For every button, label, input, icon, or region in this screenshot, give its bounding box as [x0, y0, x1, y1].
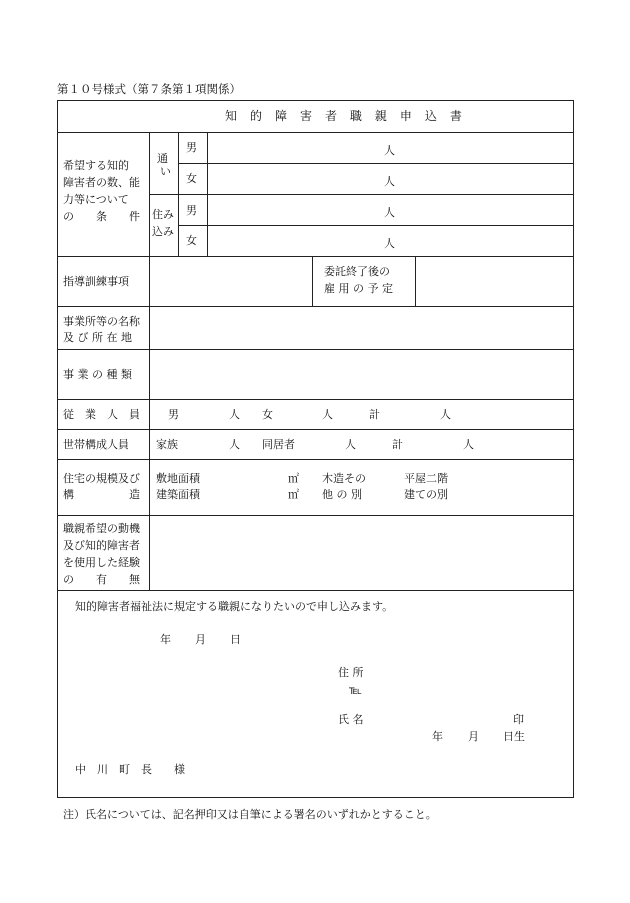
row-divider [57, 515, 574, 516]
live-in-label: 住み [152, 208, 174, 221]
unit-label: 人 [229, 438, 240, 451]
employees-total: 計 [369, 408, 380, 421]
cell-divider [178, 163, 574, 164]
row-divider [57, 306, 574, 307]
date-day: 日 [230, 633, 241, 646]
birth-year: 年 [432, 730, 443, 743]
office-label: 及 び 所 在 地 [63, 331, 132, 344]
commuting-label: い [160, 165, 171, 178]
cell-divider [149, 194, 574, 195]
title-char: 害 [299, 109, 312, 123]
count-unit: 人 [384, 237, 395, 250]
date-month: 月 [195, 633, 206, 646]
cell-divider [312, 256, 313, 306]
cell-divider [207, 132, 208, 256]
wooden-label: 他 の 別 [322, 488, 362, 501]
unit-label: 人 [463, 438, 474, 451]
title-char: 知 [225, 109, 238, 123]
site-area-label: 敷地面積 [156, 472, 200, 485]
live-in-label: 込み [152, 225, 174, 238]
row-divider [57, 132, 574, 133]
cell-divider [178, 225, 574, 226]
employees-label: 従 業 人 員 [63, 408, 140, 421]
motive-label: 及び知的障害者 [63, 539, 140, 552]
employees-male: 男 [168, 408, 179, 421]
conditions-label-line: の 条 件 [63, 210, 140, 223]
storey-label: 建ての別 [404, 488, 448, 501]
title-char: 親 [374, 109, 387, 123]
row-divider [57, 349, 574, 350]
household-cohabitant: 同居者 [262, 438, 295, 451]
count-unit: 人 [384, 175, 395, 188]
title-char: 込 [424, 109, 437, 123]
motive-label: を使用した経験 [63, 556, 140, 569]
commuting-label: 通 [157, 152, 168, 165]
post-commission-label: 雇 用 の 予 定 [324, 282, 393, 295]
title-char: 障 [274, 109, 287, 123]
unit-label: 人 [440, 408, 451, 421]
housing-label: 住宅の規模及び [63, 472, 140, 485]
application-statement: 知的障害者福祉法に規定する職親になりたいので申し込みます。 [75, 600, 394, 613]
motive-label: の 有 無 [63, 573, 140, 586]
female-label: 女 [186, 172, 197, 185]
guidance-label: 指導訓練事項 [63, 275, 129, 288]
employees-female: 女 [262, 408, 273, 421]
cell-divider [178, 132, 179, 256]
sqm-unit: ㎡ [288, 472, 299, 485]
label-column-divider [149, 132, 150, 590]
conditions-label-line: 希望する知的 [63, 159, 129, 172]
seal-label: 印 [513, 713, 524, 726]
row-divider [57, 590, 574, 591]
office-label: 事業所等の名称 [63, 315, 140, 328]
conditions-label-line: 力等について [63, 193, 129, 206]
title-char: 申 [399, 109, 412, 123]
title-char: 者 [324, 109, 337, 123]
wooden-label: 木造その [322, 472, 366, 485]
unit-label: 人 [322, 408, 333, 421]
conditions-label-line: 障害者の数、能 [63, 176, 140, 189]
female-label: 女 [186, 234, 197, 247]
row-divider [57, 256, 574, 257]
household-label: 世帯構成人員 [63, 438, 129, 451]
date-year: 年 [160, 633, 171, 646]
row-divider [57, 459, 574, 460]
footnote: 注）氏名については、記名押印又は自筆による署名のいずれかとすること。 [63, 808, 437, 821]
row-divider [57, 429, 574, 430]
address-label: 住 所 [338, 666, 364, 679]
housing-label: 構 造 [63, 488, 140, 501]
telephone-label: ℡ [349, 683, 362, 697]
household-family: 家族 [156, 438, 178, 451]
unit-label: 人 [345, 438, 356, 451]
count-unit: 人 [384, 206, 395, 219]
title-char: 書 [449, 109, 462, 123]
birth-month: 月 [468, 730, 479, 743]
title-char: 的 [249, 109, 262, 123]
business-type-label: 事 業 の 種 類 [63, 368, 132, 381]
motive-label: 職親希望の動機 [63, 522, 140, 535]
name-label: 氏 名 [338, 713, 364, 726]
male-label: 男 [186, 141, 197, 154]
birth-day: 日生 [503, 730, 525, 743]
sqm-unit: ㎡ [288, 488, 299, 501]
household-total: 計 [392, 438, 403, 451]
form-title [57, 110, 574, 122]
form-number-label: 第１０号様式（第７条第１項関係） [57, 82, 241, 96]
row-divider [57, 399, 574, 400]
male-label: 男 [186, 204, 197, 217]
unit-label: 人 [229, 408, 240, 421]
post-commission-label: 委託終了後の [324, 265, 390, 278]
floor-area-label: 建築面積 [156, 488, 200, 501]
cell-divider [415, 256, 416, 306]
title-char: 職 [349, 109, 362, 123]
form-frame [57, 100, 574, 798]
addressee: 中 川 町 長 様 [75, 763, 185, 776]
storey-label: 平屋二階 [404, 472, 448, 485]
count-unit: 人 [384, 144, 395, 157]
